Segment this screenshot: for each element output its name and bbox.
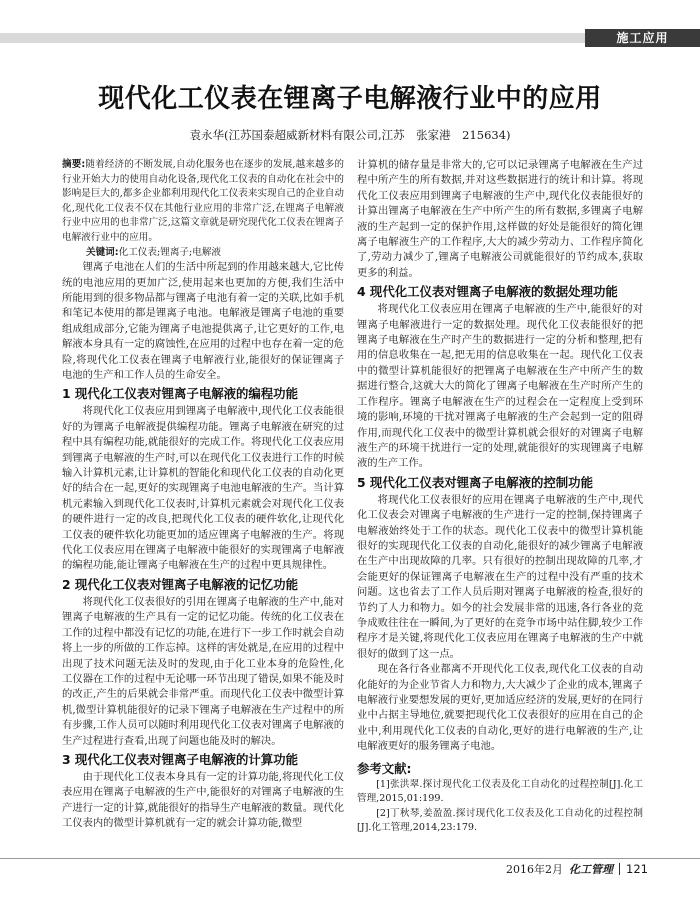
right-body (357, 158, 643, 755)
abstract-text: 随着经济的不断发展,自动化服务也在逐步的发展,越来越多的行业开始大力的使用自动化设备,现代化工仪表的自动化在社会中的影响是巨大的,都多企业都利用现代化工仪表来实现自己的企业自动化,现代化工仪表不仅在其他行业应用的非常广泛,在锂离子电解液行业中应用的也非常广泛,这篇文章就是研究现代化工仪表在锂离子电解液行业中的应用。 (62, 159, 344, 243)
left-column (62, 158, 344, 832)
reference-item: [1]张洪翠.探讨现代化工仪表及化工自动化的过程控制[J].化工管理,2015,01:199. (357, 779, 643, 805)
body-paragraph: 锂离子电池在人们的生活中所起到的作用越来越大,它比传统的电池应用的更加广泛,使用起来也更加的方便,我们生活中所能用到的很多物品都与锂离子电池有着一定的关联,比如手机和笔记本使用的都是锂离子电池。电解液是锂离子电池的重要组成组成部分,它能为锂离子电池提供离子,让它更好的工作,电解液本身具有一定的腐蚀性,在应用的过程中也存在着一定的危险,将现代化工仪表在锂离子电解液行业,能很好的保证锂离子电池的生产和工作人员的生命安全。 (62, 261, 344, 381)
section-heading: 1 现代化工仪表对锂离子电解液的编程功能 (62, 386, 298, 402)
footer-divider (619, 863, 620, 875)
references-title: 参考文献: (357, 760, 412, 776)
abstract-label: 摘要: (62, 159, 86, 170)
article-title: 现代化工仪表在锂离子电解液行业中的应用 (98, 84, 602, 114)
abstract (62, 158, 344, 246)
section-heading: 3 现代化工仪表对锂离子电解液的计算功能 (62, 751, 298, 767)
page-number: 121 (626, 862, 648, 876)
body-paragraph: 将现代化工仪表很好的引用在锂离子电解液的生产中,能对锂离子电解液的生产具有一定的记忆功能。传统的化工仪表在工作的过程中都没有记忆的功能,在进行下一步工作时就会自动将上一步的所做的工作忘掉。这样的害处就是,在应用的过程中出现了技术问题无法及时的发现,由于化工业本身的危险性,化工仪器在工作的过程中无论哪一环节出现了错误,如果不能及时的改正,产生的后果就会非常严重。而现代化工仪表中微型计算机,微型计算机能很好的记录下锂离子电解液在生产过程中的所有步骤,工作人员可以随时利用现代化工仪表对锂离子电解液的生产过程进行查看,出现了问题也能及时的解决。 (62, 595, 344, 747)
footer (506, 861, 648, 877)
reference-item: [2]丁秋琴,姜盈盈.探讨现代化工仪表及化工自动化的过程控制[J].化工管理,2014,23:179. (357, 807, 643, 834)
issue-date: 2016年2月 (506, 863, 564, 876)
section-heading: 5 现代化工仪表对锂离子电解液的控制功能 (357, 474, 593, 490)
keywords (86, 246, 344, 261)
body-paragraph: 将现代化工仪表应用到锂离子电解液中,现代化工仪表能很好的为锂离子电解液提供编程功能。锂离子电解液在研究的过程中具有编程功能,就能很好的完成工作。将现代化工仪表应用到锂离子电解液的生产时,可以在现代化工仪表进行工作的时候输入计算机元素,让计算机的智能化和现代化工仪表的自动化更好的结合在一起,更好的实现锂离子电池电解液的生产。当计算机元素输入到现代化工仪表时,计算机元素就会对现代化工仪表的硬件进行一定的改良,把现代化工仪表的硬件软化,让现代化工仪表的硬件软化功能更加的适应锂离子电解液的生产。将现代化工仪表应用在锂离子电解液中能很好的实现锂离子电解液的编程功能,能让锂离子电解液在生产的过程中更具规律性。 (62, 405, 344, 572)
references-list (357, 778, 643, 836)
keywords-text: 化工仪表;锂离子;电解液 (118, 246, 222, 258)
section-tag: 施工应用 (585, 29, 700, 47)
body-paragraph: 将现代化工仪表很好的应用在锂离子电解液的生产中,现代化工仪表会对锂离子电解液的生产进行一定的控制,保持锂离子电解液始终处于工作的状态。现代化工仪表中的微型计算机能很好的实现现代化工仪表的自动化,能很好的减少锂离子电解液在生产中出现故障的几率。只有很好的控制出现故障的几率,才会能更好的保证锂离子电解液在生产的过程中没有严重的技术问题。这也省去了工作人员后期对锂离子电解液的检查,很好的节约了人力和物力。如今的社会发展非常的迅速,各行各业的竞争成败往往在一瞬间,为了更好的在竞争市场中站住脚,较少工作程序才是关键,将现代化工仪表应用在锂离子电解液的生产中就很好的做到了这一点。 (357, 493, 643, 660)
body-paragraph: 计算机的储存量是非常大的,它可以记录锂离子电解液在生产过程中所产生的所有数据,并对这些数据进行的统计和计算。将现代化工仪表应用到锂离子电解液的生产中,现代化仪表能很好的计算出锂离子电解液在生产中所产生的所有数据,多锂离子电解液的生产起到一定的保护作用,这样做的好处是能很好的简化锂离子电解液生产的工作程序,大大的减少劳动力、工作程序简化了,劳动力减少了,锂离子电解液公司就能很好的节约成本,获取更多的利益。 (357, 159, 643, 279)
top-rule (0, 33, 585, 43)
footer-rule (0, 858, 700, 859)
keywords-label: 关键词: (86, 246, 119, 258)
left-body (62, 260, 344, 831)
right-column (357, 158, 643, 836)
journal-name: 化工管理 (569, 863, 614, 876)
author-line: 袁永华(江苏国泰超威新材料有限公司,江苏 张家港 215634) (189, 128, 511, 142)
section-heading: 2 现代化工仪表对锂离子电解液的记忆功能 (62, 576, 298, 592)
section-heading: 4 现代化工仪表对锂离子电解液的数据处理功能 (357, 284, 618, 300)
body-paragraph: 将现代化工仪表应用在锂离子电解液的生产中,能很好的对锂离子电解液进行一定的数据处理。现代化工仪表能很好的把锂离子电解液在生产时产生的数据进行一定的分析和整理,把有用的信息收集在一起,把无用的信息收集在一起。现代化工仪表中的微型计算机能很好的把锂离子电解液在生产中所产生的数据进行整合,这就大大的简化了锂离子电解液在生产时所产生的工作程序。锂离子电解液在生产的过程会在一定程度上受到环境的影响,环境的干扰对锂离子电解液的生产会起到一定的阻碍作用,而现代化工仪表中的微型计算机就会很好的对锂离子电解液生产的环境干扰进行一定的处理,就能很好的实现锂离子电解液的生产工作。 (357, 303, 643, 470)
body-paragraph: 现在各行各业都离不开现代化工仪表,现代化工仪表的自动化能好的为企业节省人力和物力,大大减少了企业的成本,锂离子电解液行业要想发展的更好,更加适应经济的发展,更好的在同行业中占据主导地位,就要把现代化工仪表很好的应用在自己的企业中,利用现代化工仪表的自动化,更好的进行电解液的生产,让电解液更好的服务锂离子电池。 (357, 663, 643, 753)
body-paragraph: 由于现代化工仪表本身具有一定的计算功能,将现代化工仪表应用在锂离子电解液的生产中,能很好的对锂离子电解液的生产进行一定的计算,就能很好的指导生产电解液的数量。现代化工仪表内的微型计算机就有一定的就会计算功能,微型 (62, 770, 344, 830)
